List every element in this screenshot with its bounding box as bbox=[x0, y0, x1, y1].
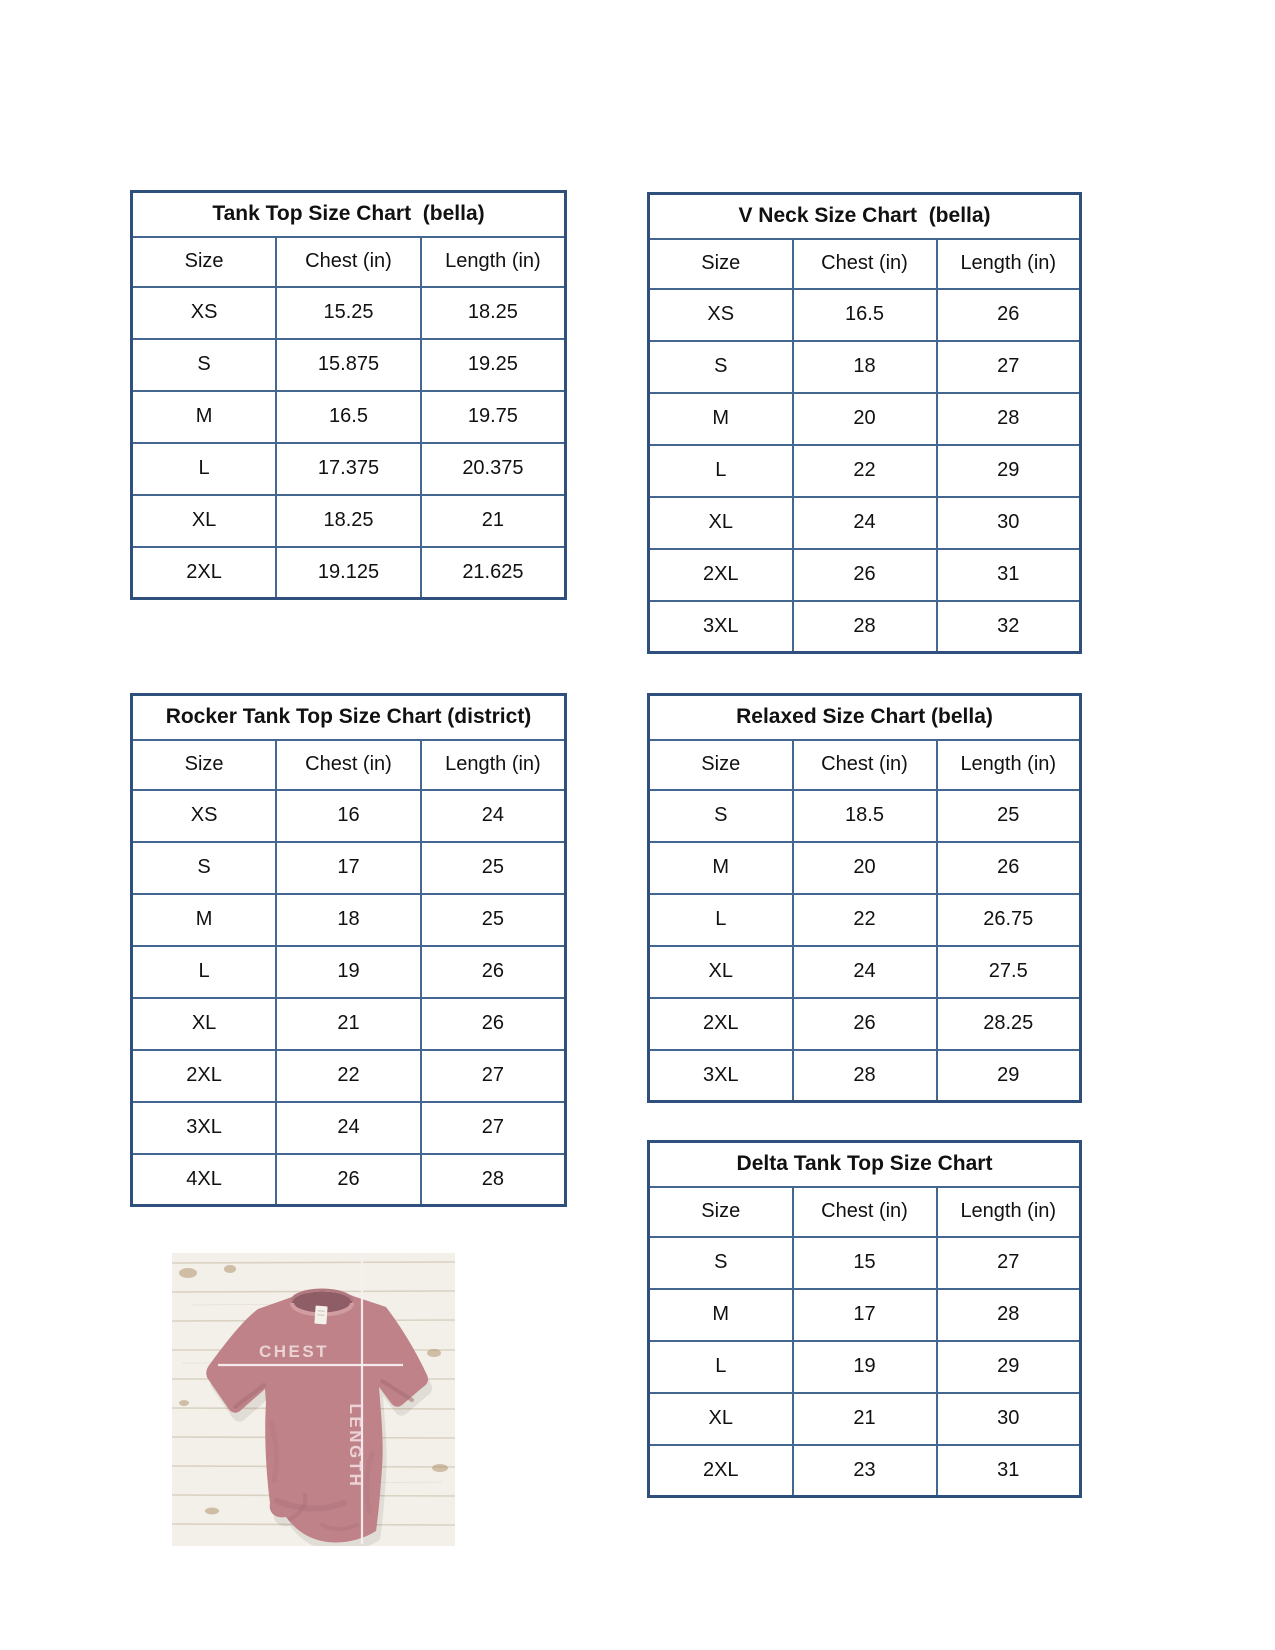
table-cell: 25 bbox=[937, 790, 1081, 842]
table-cell: XS bbox=[132, 790, 277, 842]
table-cell: 15.25 bbox=[276, 287, 421, 339]
tank-top-size-chart-table bbox=[130, 190, 567, 600]
shirt-measurement-image bbox=[172, 1253, 455, 1546]
table-row bbox=[649, 1050, 1081, 1102]
column-header: Chest (in) bbox=[793, 740, 937, 790]
table-cell: XL bbox=[132, 495, 277, 547]
table-cell: M bbox=[649, 842, 793, 894]
table-row bbox=[649, 1393, 1081, 1445]
table-cell: 21 bbox=[276, 998, 421, 1050]
table-title: Delta Tank Top Size Chart bbox=[649, 1142, 1081, 1187]
table-cell: L bbox=[132, 443, 277, 495]
table-row bbox=[649, 445, 1081, 497]
column-header: Chest (in) bbox=[793, 1187, 937, 1237]
table-row bbox=[649, 289, 1081, 341]
table-cell: 3XL bbox=[132, 1102, 277, 1154]
shirt-measurement-graphic bbox=[172, 1253, 455, 1546]
table-cell: 27 bbox=[937, 341, 1081, 393]
table-cell: 21 bbox=[421, 495, 566, 547]
table-cell: 18.5 bbox=[793, 790, 937, 842]
table-cell: 20.375 bbox=[421, 443, 566, 495]
column-header: Length (in) bbox=[937, 239, 1081, 289]
table-cell: 26.75 bbox=[937, 894, 1081, 946]
table-cell: 27 bbox=[421, 1050, 566, 1102]
column-header: Chest (in) bbox=[276, 237, 421, 287]
table-cell: 23 bbox=[793, 1445, 937, 1497]
table-header-row bbox=[649, 1187, 1081, 1237]
table-title: Tank Top Size Chart (bella) bbox=[132, 192, 566, 237]
column-header: Size bbox=[649, 239, 793, 289]
table-cell: S bbox=[649, 1237, 793, 1289]
table-row bbox=[649, 601, 1081, 653]
table-cell: 28 bbox=[421, 1154, 566, 1206]
neck-tag-icon bbox=[314, 1306, 327, 1325]
table-header-row bbox=[132, 237, 566, 287]
table-cell: L bbox=[132, 946, 277, 998]
table-cell: 18.25 bbox=[276, 495, 421, 547]
table-row bbox=[649, 341, 1081, 393]
table-cell: XL bbox=[649, 497, 793, 549]
length-label: LENGTH bbox=[346, 1403, 365, 1489]
table-cell: 28 bbox=[937, 1289, 1081, 1341]
table-row bbox=[132, 842, 566, 894]
table-cell: 17 bbox=[276, 842, 421, 894]
table-cell: M bbox=[132, 391, 277, 443]
column-header: Size bbox=[649, 740, 793, 790]
table-cell: 30 bbox=[937, 497, 1081, 549]
table-header-row bbox=[132, 740, 566, 790]
table-cell: 22 bbox=[276, 1050, 421, 1102]
table-row bbox=[649, 393, 1081, 445]
table-cell: 26 bbox=[793, 549, 937, 601]
table-cell: 16.5 bbox=[276, 391, 421, 443]
table-cell: 27.5 bbox=[937, 946, 1081, 998]
table-row bbox=[132, 946, 566, 998]
table-title-row bbox=[649, 1142, 1081, 1187]
relaxed-size-chart-table bbox=[647, 693, 1082, 1103]
table-header-row bbox=[649, 239, 1081, 289]
table-row bbox=[649, 1237, 1081, 1289]
table-title-row bbox=[132, 192, 566, 237]
table-cell: 19.125 bbox=[276, 547, 421, 599]
table-row bbox=[132, 443, 566, 495]
table-cell: 31 bbox=[937, 1445, 1081, 1497]
table-cell: 29 bbox=[937, 1341, 1081, 1393]
table-header-row bbox=[649, 740, 1081, 790]
table-cell: 30 bbox=[937, 1393, 1081, 1445]
table-cell: 3XL bbox=[649, 601, 793, 653]
table-row bbox=[649, 497, 1081, 549]
table-row bbox=[132, 495, 566, 547]
table-cell: XL bbox=[649, 946, 793, 998]
table-cell: 16.5 bbox=[793, 289, 937, 341]
table-cell: 24 bbox=[421, 790, 566, 842]
rocker-tank-top-size-chart-table bbox=[130, 693, 567, 1207]
table-row bbox=[132, 391, 566, 443]
table-cell: 2XL bbox=[132, 1050, 277, 1102]
table-row bbox=[132, 547, 566, 599]
table-cell: 22 bbox=[793, 894, 937, 946]
table-cell: S bbox=[132, 339, 277, 391]
table-cell: 17 bbox=[793, 1289, 937, 1341]
chest-label: CHEST bbox=[258, 1342, 330, 1361]
table-body bbox=[649, 289, 1081, 653]
table-cell: 18 bbox=[793, 341, 937, 393]
table-cell: M bbox=[132, 894, 277, 946]
table-cell: 19 bbox=[276, 946, 421, 998]
table-row bbox=[649, 894, 1081, 946]
table-cell: 28 bbox=[793, 601, 937, 653]
table-cell: 2XL bbox=[132, 547, 277, 599]
column-header: Chest (in) bbox=[276, 740, 421, 790]
table-cell: S bbox=[132, 842, 277, 894]
table-cell: 26 bbox=[793, 998, 937, 1050]
table-cell: XS bbox=[132, 287, 277, 339]
table-title: V Neck Size Chart (bella) bbox=[649, 194, 1081, 239]
table-title-row bbox=[649, 194, 1081, 239]
table-title-row bbox=[649, 695, 1081, 740]
table-cell: 28 bbox=[937, 393, 1081, 445]
table-cell: 17.375 bbox=[276, 443, 421, 495]
table-cell: 26 bbox=[937, 842, 1081, 894]
table-cell: 20 bbox=[793, 842, 937, 894]
table-cell: 18.25 bbox=[421, 287, 566, 339]
table-cell: 15 bbox=[793, 1237, 937, 1289]
column-header: Size bbox=[132, 237, 277, 287]
column-header: Chest (in) bbox=[793, 239, 937, 289]
table-cell: S bbox=[649, 341, 793, 393]
column-header: Length (in) bbox=[937, 740, 1081, 790]
table-row bbox=[132, 790, 566, 842]
table-title: Rocker Tank Top Size Chart (district) bbox=[132, 695, 566, 740]
column-header: Size bbox=[132, 740, 277, 790]
table-cell: M bbox=[649, 1289, 793, 1341]
table-cell: S bbox=[649, 790, 793, 842]
table-cell: 21 bbox=[793, 1393, 937, 1445]
table-cell: 2XL bbox=[649, 1445, 793, 1497]
table-cell: 31 bbox=[937, 549, 1081, 601]
table-cell: 3XL bbox=[649, 1050, 793, 1102]
v-neck-size-chart-table bbox=[647, 192, 1082, 654]
table-row bbox=[132, 1102, 566, 1154]
table-cell: L bbox=[649, 894, 793, 946]
table-cell: 18 bbox=[276, 894, 421, 946]
table-cell: 32 bbox=[937, 601, 1081, 653]
table-title: Relaxed Size Chart (bella) bbox=[649, 695, 1081, 740]
table-cell: XS bbox=[649, 289, 793, 341]
table-cell: 16 bbox=[276, 790, 421, 842]
table-row bbox=[649, 842, 1081, 894]
table-cell: 4XL bbox=[132, 1154, 277, 1206]
table-cell: 24 bbox=[276, 1102, 421, 1154]
table-row bbox=[132, 998, 566, 1050]
table-cell: 28 bbox=[793, 1050, 937, 1102]
table-cell: M bbox=[649, 393, 793, 445]
table-cell: 29 bbox=[937, 1050, 1081, 1102]
table-cell: 25 bbox=[421, 894, 566, 946]
table-row bbox=[132, 1050, 566, 1102]
table-cell: 27 bbox=[421, 1102, 566, 1154]
table-title-row bbox=[132, 695, 566, 740]
column-header: Size bbox=[649, 1187, 793, 1237]
table-cell: 2XL bbox=[649, 998, 793, 1050]
table-body bbox=[649, 1237, 1081, 1497]
delta-tank-top-size-chart-table bbox=[647, 1140, 1082, 1498]
table-row bbox=[649, 1341, 1081, 1393]
table-cell: 26 bbox=[937, 289, 1081, 341]
table-cell: XL bbox=[649, 1393, 793, 1445]
table-cell: L bbox=[649, 445, 793, 497]
column-header: Length (in) bbox=[937, 1187, 1081, 1237]
table-cell: 29 bbox=[937, 445, 1081, 497]
table-row bbox=[649, 1289, 1081, 1341]
table-cell: 22 bbox=[793, 445, 937, 497]
table-row bbox=[649, 1445, 1081, 1497]
table-cell: 19.75 bbox=[421, 391, 566, 443]
column-header: Length (in) bbox=[421, 237, 566, 287]
table-cell: 26 bbox=[276, 1154, 421, 1206]
table-row bbox=[132, 287, 566, 339]
table-row bbox=[649, 549, 1081, 601]
table-body bbox=[132, 790, 566, 1206]
table-cell: 2XL bbox=[649, 549, 793, 601]
table-cell: 28.25 bbox=[937, 998, 1081, 1050]
table-row bbox=[649, 790, 1081, 842]
table-body bbox=[649, 790, 1081, 1102]
table-cell: 20 bbox=[793, 393, 937, 445]
table-cell: 26 bbox=[421, 946, 566, 998]
table-cell: 24 bbox=[793, 946, 937, 998]
table-cell: 27 bbox=[937, 1237, 1081, 1289]
table-cell: XL bbox=[132, 998, 277, 1050]
table-body bbox=[132, 287, 566, 599]
table-cell: 24 bbox=[793, 497, 937, 549]
table-cell: 19.25 bbox=[421, 339, 566, 391]
table-row bbox=[132, 339, 566, 391]
table-cell: 19 bbox=[793, 1341, 937, 1393]
table-row bbox=[132, 894, 566, 946]
table-cell: 21.625 bbox=[421, 547, 566, 599]
table-row bbox=[649, 946, 1081, 998]
table-cell: 26 bbox=[421, 998, 566, 1050]
table-row bbox=[132, 1154, 566, 1206]
table-cell: 25 bbox=[421, 842, 566, 894]
table-cell: 15.875 bbox=[276, 339, 421, 391]
table-cell: L bbox=[649, 1341, 793, 1393]
table-row bbox=[649, 998, 1081, 1050]
column-header: Length (in) bbox=[421, 740, 566, 790]
